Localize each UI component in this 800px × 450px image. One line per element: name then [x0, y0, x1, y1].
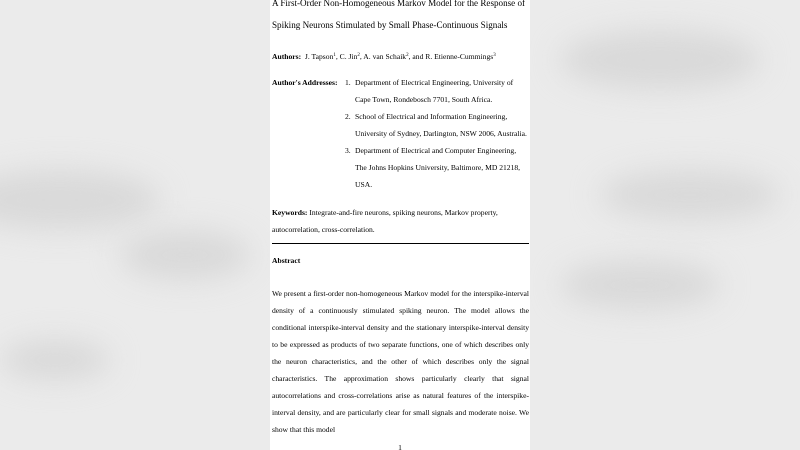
address-item	[345, 108, 529, 142]
addresses-list	[345, 74, 529, 193]
paper-title: A First-Order Non-Homogeneous Markov Model for the Response of Spiking Neurons Stimulated by Small Phase-Continuous Signals	[272, 0, 526, 30]
author: A. van Schaik	[363, 52, 407, 61]
address-number: 2.	[345, 112, 351, 121]
document-page	[270, 0, 530, 450]
background-blur	[0, 170, 160, 230]
page-number: 1	[398, 443, 402, 450]
author: J. Tapson	[304, 52, 334, 61]
address-item	[345, 74, 529, 108]
background-blur	[600, 170, 780, 220]
addresses-section	[272, 74, 529, 193]
affiliation-mark: 3	[493, 53, 496, 58]
background-blur	[120, 230, 250, 280]
address-text: School of Electrical and Information Engineering, University of Sydney, Darlington, NSW 2006, Australia.	[355, 112, 527, 138]
authors-line: Authors: J. Tapson$^1$, C. Jin$^2$, A. van Schaik$^2$, and R. Etienne-Cummings$^3$	[272, 52, 496, 61]
section-divider	[272, 243, 529, 244]
keywords-text: Integrate-and-fire neurons, spiking neurons, Markov property, autocorrelation, cross-correlation.	[272, 208, 498, 234]
abstract-text: We present a first-order non-homogeneous Markov model for the interspike-interval density of a continuously stimulated spiking neuron. The model allows the conditional interspike-interval density and the stationary interspike-interval density to be expressed as products of two separate functions, one of which describes only the neuron characteristics, and the other of which describes only the signal characteristics. The approximation shows particularly clearly that signal autocorrelations and cross-correlations arise as natural features of the interspike-interval density, and are particularly clear for small signals and moderate noise. We show that this model	[272, 289, 529, 434]
address-item	[345, 142, 529, 193]
addresses-label: Author's Addresses:	[272, 78, 338, 87]
address-text: Department of Electrical Engineering, University of Cape Town, Rondebosch 7701, South Africa.	[355, 78, 514, 104]
affiliation-mark: 1	[333, 53, 336, 58]
keywords-label: Keywords:	[272, 208, 308, 217]
author: R. Etienne-Cummings	[425, 52, 494, 61]
affiliation-mark: 2	[357, 53, 360, 58]
keywords-block	[272, 204, 529, 238]
keywords-section	[272, 204, 529, 238]
author: C. Jin	[339, 52, 358, 61]
address-text: Department of Electrical and Computer Engineering, The Johns Hopkins University, Baltimore, MD 21218, USA.	[355, 146, 521, 189]
address-number: 3.	[345, 146, 351, 155]
authors-label: Authors:	[272, 52, 302, 61]
background-blur	[560, 260, 720, 310]
background-blur	[0, 340, 110, 380]
abstract-heading: Abstract	[272, 256, 301, 265]
address-number: 1.	[345, 78, 351, 87]
affiliation-mark: 2	[406, 53, 409, 58]
background-blur	[560, 30, 760, 90]
